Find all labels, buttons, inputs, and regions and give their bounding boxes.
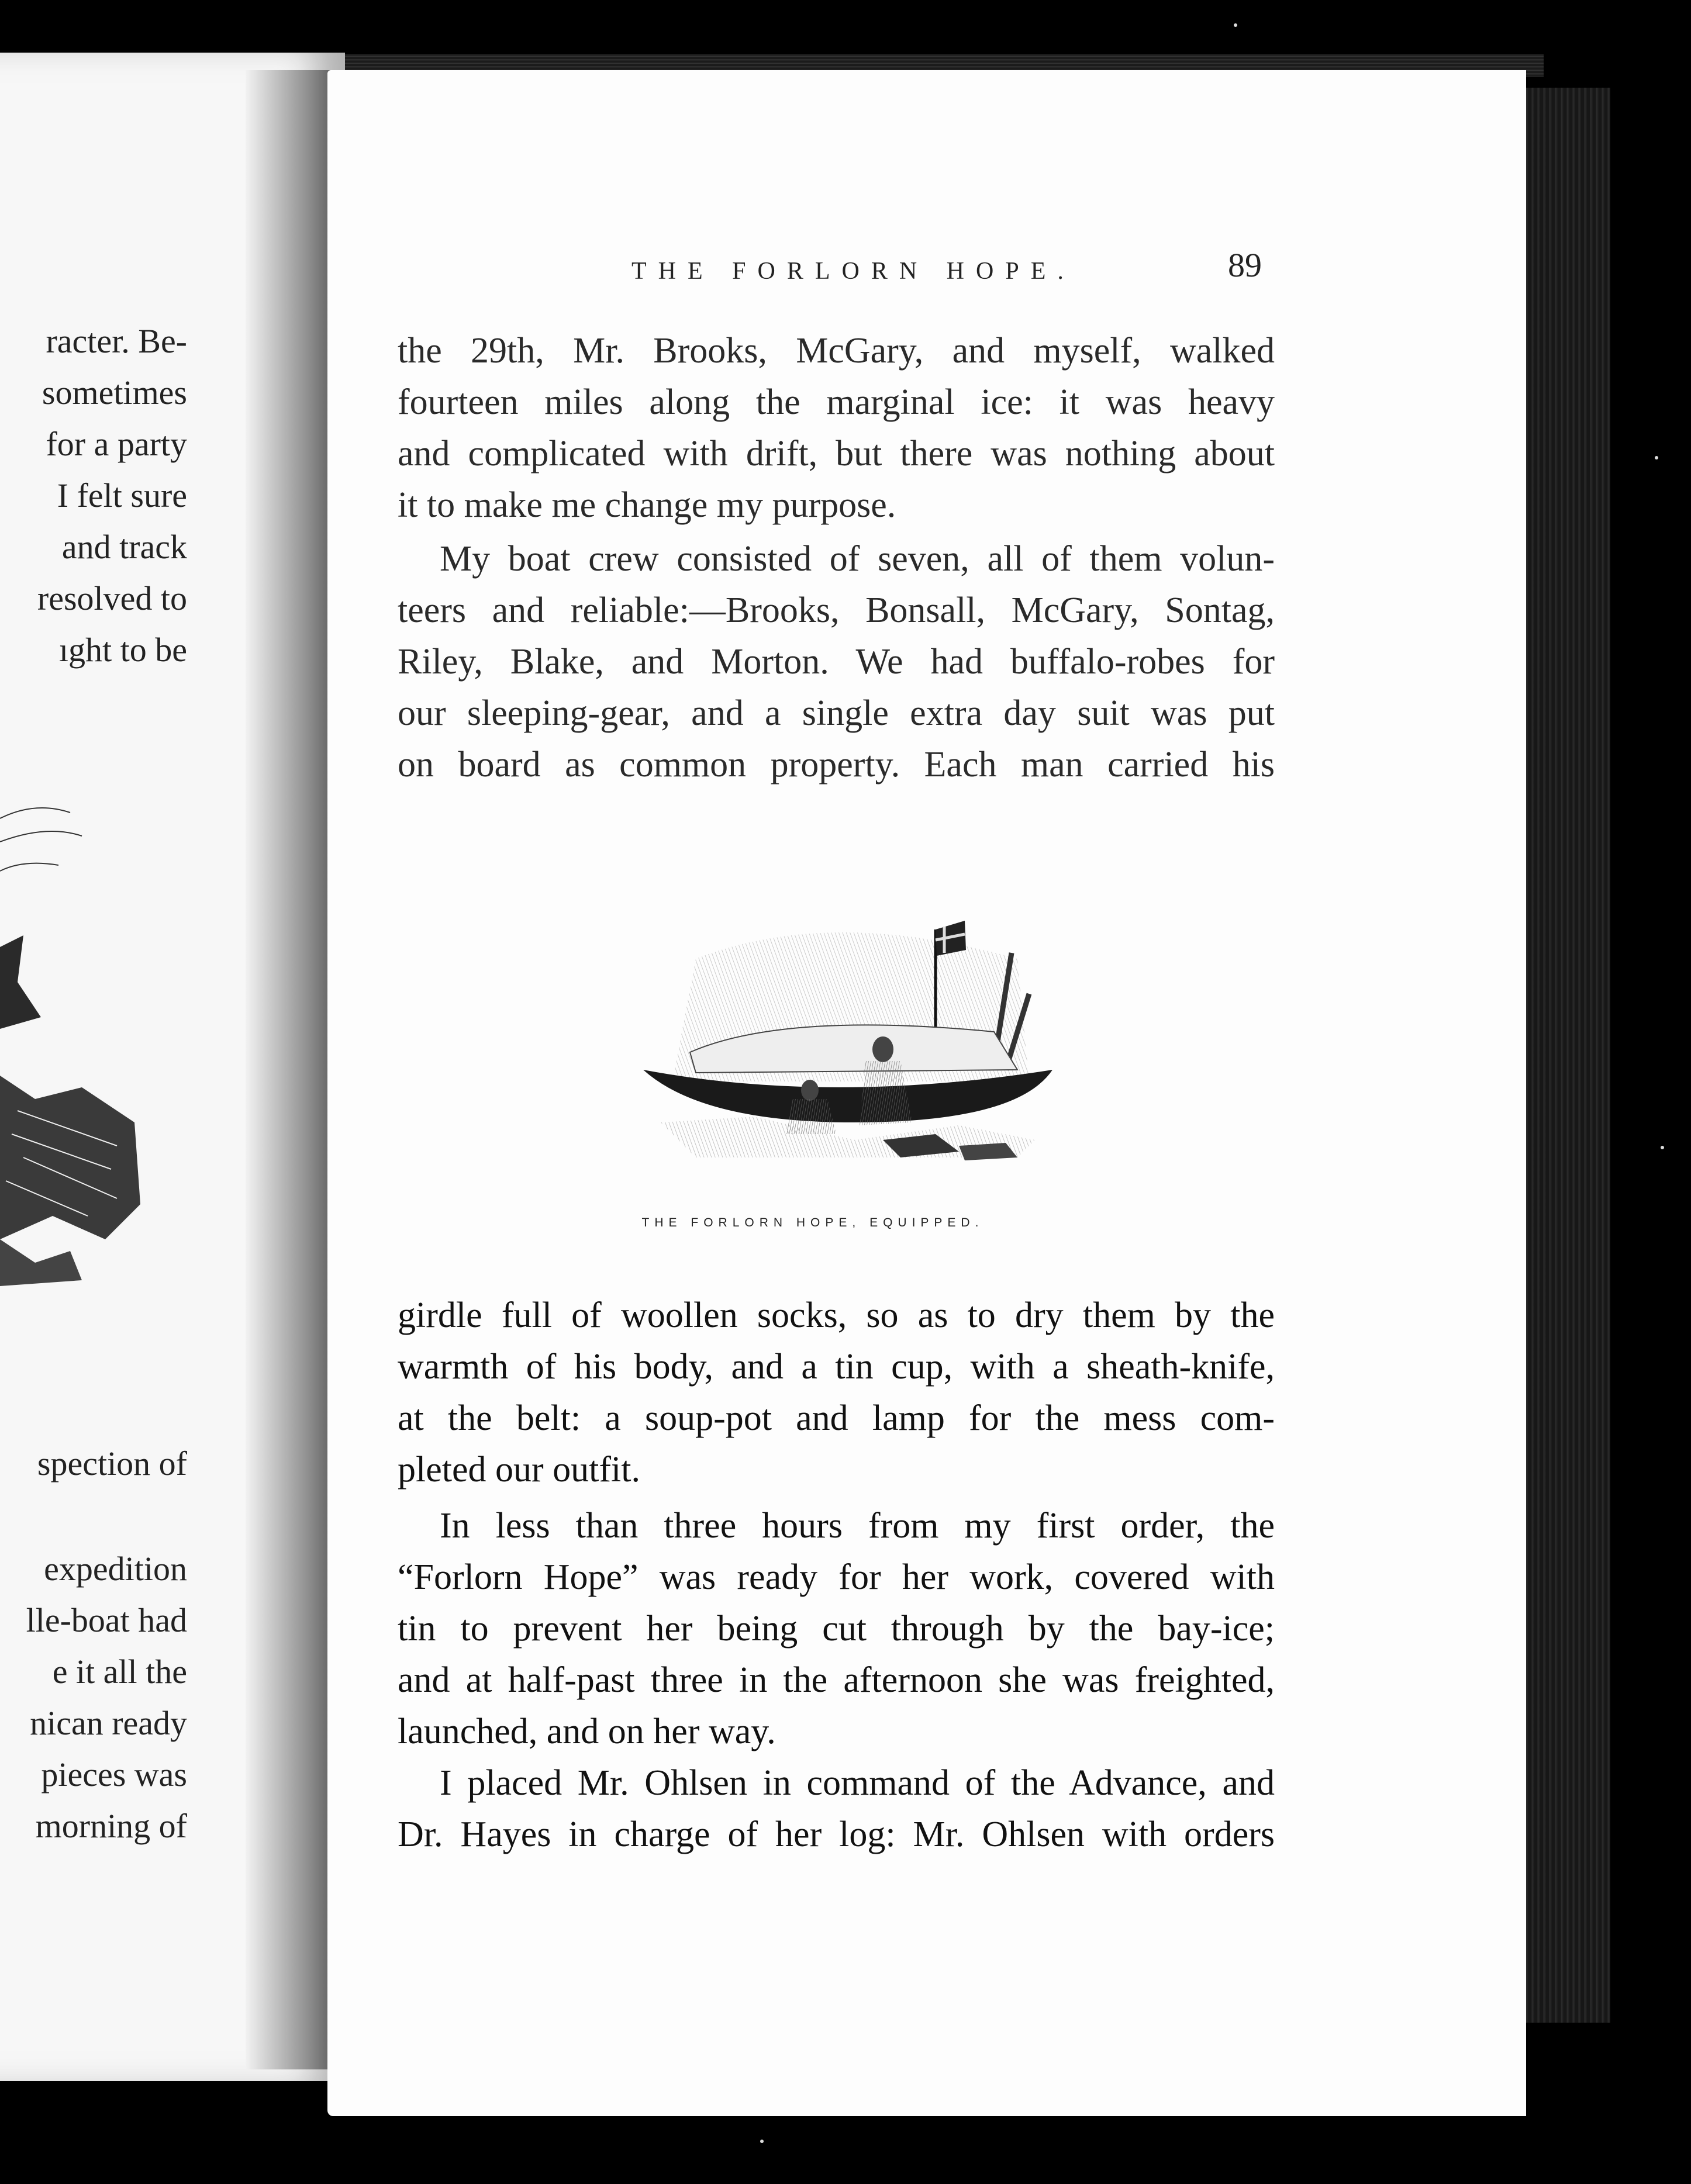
scan-speck [1661,1146,1664,1149]
text-line: it to make me change my purpose. [398,485,896,525]
paragraph-4 [398,1500,1275,1757]
text-line: launched, and on her way. [398,1712,776,1751]
text-line: pleted our outfit. [398,1450,640,1490]
left-page-text-top [0,316,187,676]
text-line: My boat crew consisted of seven, all of them volun- [440,539,1275,579]
paragraph-2 [398,533,1275,790]
left-line: spection of [37,1445,187,1483]
left-page-illustration-fragment [0,795,158,1321]
text-line: our sleeping-gear, and a single extra day suit was put [398,693,1275,733]
left-line: nican ready [30,1704,187,1742]
left-line: pieces was [41,1756,187,1793]
scan-speck [760,2140,764,2143]
left-page-text-bottom-2 [0,1543,187,1852]
text-line: In less than three hours from my first order, the [440,1506,1275,1546]
text-line: the 29th, Mr. Brooks, McGary, and myself, walked [398,331,1275,371]
left-line: e it all the [52,1653,187,1691]
text-line: and at half-past three in the afternoon she was freighted, [398,1660,1275,1700]
text-line: Dr. Hayes in charge of her log: Mr. Ohlsen with orders [398,1815,1275,1854]
left-line: ıght to be [58,631,187,669]
text-line: fourteen miles along the marginal ice: it was heavy [398,382,1275,422]
text-line: at the belt: a soup-pot and lamp for the mess com- [398,1398,1275,1438]
illustration-caption: THE FORLORN HOPE, EQUIPPED. [641,1216,984,1229]
text-line: and complicated with drift, but there was nothing about [398,434,1275,474]
forlorn-hope-boat-engraving [608,894,1064,1169]
scan-speck [1655,456,1658,459]
text-line: “Forlorn Hope” was ready for her work, covered with [398,1557,1275,1597]
text-line: Riley, Blake, and Morton. We had buffalo-robes for [398,642,1275,682]
running-head: THE FORLORN HOPE. [631,258,1075,285]
left-line: morning of [35,1807,187,1845]
paragraph-5 [398,1757,1275,1860]
left-line: for a party [46,425,187,463]
book-page-edges-right [1520,88,1610,2023]
page-number: 89 [1228,246,1262,284]
paragraph-3 [398,1290,1275,1495]
left-line: lle-boat had [26,1601,187,1639]
left-page-text-bottom-1 [0,1438,187,1490]
text-line: teers and reliable:—Brooks, Bonsall, McGary, Sontag, [398,590,1275,630]
left-line: I felt sure [57,476,187,514]
left-line: sometimes [42,374,187,412]
text-line: I placed Mr. Ohlsen in command of the Advance, and [440,1763,1275,1803]
text-line: tin to prevent her being cut through by the bay-ice; [398,1609,1275,1649]
text-line: girdle full of woollen socks, so as to dry them by the [398,1295,1275,1335]
left-line: racter. Be- [46,322,187,360]
left-line: expedition [44,1550,187,1588]
text-line: on board as common property. Each man carried his [398,745,1275,785]
left-line: resolved to [37,579,187,617]
text-line: warmth of his body, and a tin cup, with a sheath-knife, [398,1347,1275,1387]
scan-speck [1234,23,1237,27]
paragraph-1 [398,325,1275,531]
left-line: and track [61,528,187,566]
